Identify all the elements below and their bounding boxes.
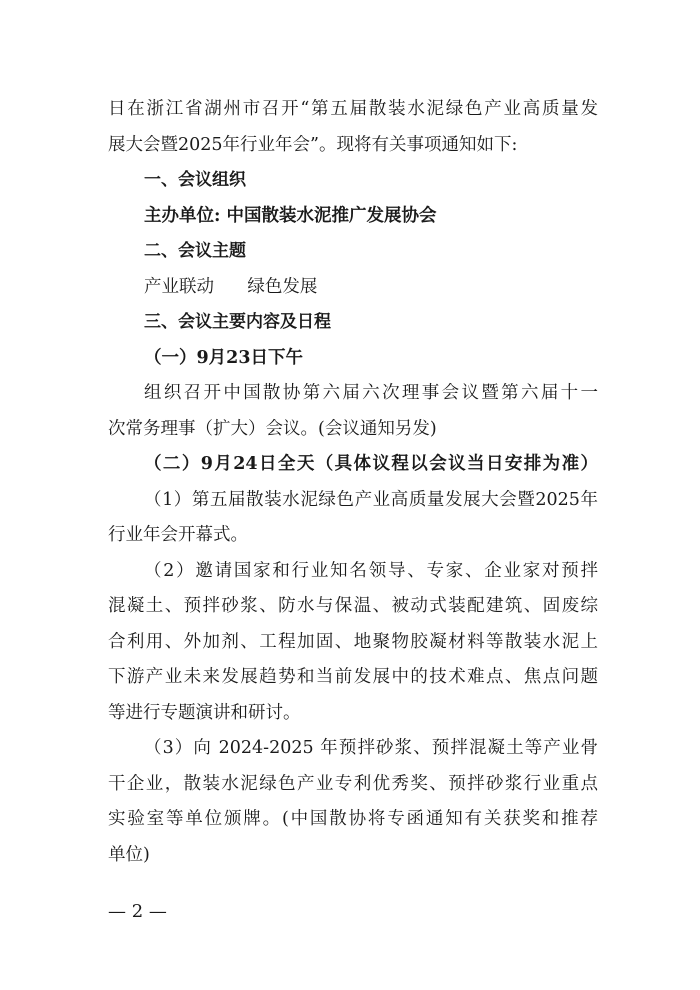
page-number: — 2 — <box>108 901 167 922</box>
organizer-line: 主办单位: 中国散装水泥推广发展协会 <box>144 205 437 226</box>
paragraph-line: 次常务理事（扩大）会议。(会议通知另发) <box>108 418 437 439</box>
paragraph-line: 展大会暨2025年行业年会”。现将有关事项通知如下: <box>108 134 518 155</box>
paragraph-line: 干企业，散装水泥绿色产业专利优秀奖、预拌砂浆行业重点 <box>108 773 598 794</box>
section-heading-organization: 一、会议组织 <box>144 170 246 190</box>
schedule-subheading-day2: （二）9月24日全天（具体议程以会议当日安排为准） <box>144 454 598 474</box>
schedule-subheading-day1: （一）9月23日下午 <box>144 347 304 368</box>
paragraph-line: 单位) <box>108 844 150 865</box>
paragraph-line: 等进行专题演讲和研讨。 <box>108 702 301 723</box>
paragraph-line: （2）邀请国家和行业知名领导、专家、企业家对预拌 <box>144 560 598 581</box>
paragraph-line: 混凝土、预拌砂浆、防水与保温、被动式装配建筑、固废综 <box>108 596 598 616</box>
document-body <box>108 92 598 873</box>
theme-line: 产业联动 绿色发展 <box>144 276 318 297</box>
paragraph-line: 日在浙江省湖州市召开“第五届散装水泥绿色产业高质量发 <box>108 99 598 119</box>
section-heading-theme: 二、会议主题 <box>144 241 246 261</box>
paragraph-line: 实验室等单位颁牌。(中国散协将专函通知有关获奖和推荐 <box>108 809 598 829</box>
paragraph-line: （1）第五届散装水泥绿色产业高质量发展大会暨2025年 <box>144 489 598 510</box>
paragraph-line: 行业年会开幕式。 <box>108 525 248 545</box>
paragraph-line: （3）向 2024-2025 年预拌砂浆、预拌混凝土等产业骨 <box>144 738 598 758</box>
paragraph-line: 合利用、外加剂、工程加固、地聚物胶凝材料等散装水泥上 <box>108 631 598 652</box>
paragraph-line: 组织召开中国散协第六届六次理事会议暨第六届十一 <box>144 383 598 403</box>
paragraph-line: 下游产业未来发展趋势和当前发展中的技术难点、焦点问题 <box>108 667 598 687</box>
section-heading-schedule: 三、会议主要内容及日程 <box>144 312 331 332</box>
